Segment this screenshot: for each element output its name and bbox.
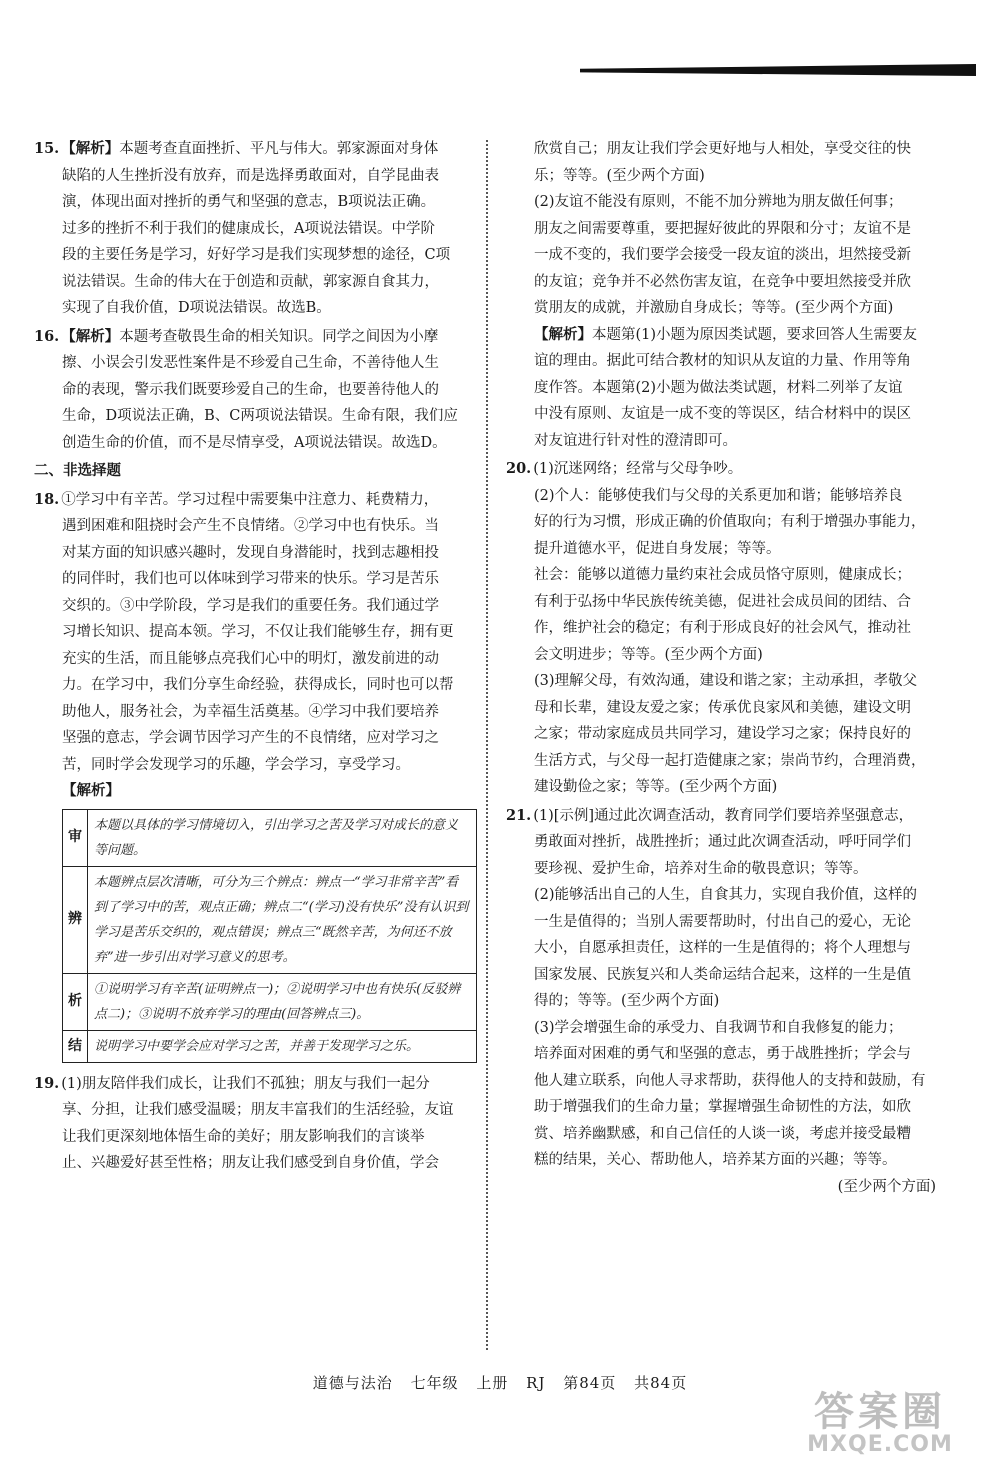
answer-line: 止、兴趣爱好甚至性格；朋友让我们感受到自身价值，学会 <box>62 1155 439 1171</box>
answer-line: 谊的理由。据此可结合教材的知识从友谊的力量、作用等角 <box>534 353 911 369</box>
question-number: 18. <box>34 490 60 508</box>
answer-line: 母和长辈，建设友爱之家；传承优良家风和美德，建设文明 <box>534 699 911 716</box>
answer-line: 欣赏自己；朋友让我们学会更好地与人相处，享受交往的快 <box>534 141 911 157</box>
answer-line: 他人建立联系，向他人寻求帮助，获得他人的支持和鼓励，有 <box>534 1072 926 1089</box>
answer-line: 的同伴时，我们也可以体味到学习带来的快乐。学习是苦乐 <box>62 571 439 587</box>
answer-line: 助他人，服务社会，为幸福生活奠基。④学习中我们要培养 <box>62 703 439 720</box>
answer-line: 好的行为习惯，形成正确的价值取向；有利于增强办事能力， <box>534 514 926 530</box>
answer-line: 助于增强我们的生命力量；掌握增强生命韧性的方法，如欣 <box>534 1099 911 1115</box>
answer-line: 一成不变的，我们要学会接受一段友谊的淡出，坦然接受新 <box>534 247 911 263</box>
answer-line: 一生是值得的；当别人需要帮助时，付出自己的爱心，无论 <box>534 913 911 930</box>
table-row-text: 本题以具体的学习情境切入，引出学习之苦及学习对成长的意义等问题。 <box>88 809 477 866</box>
answer-15 <box>34 136 479 322</box>
table-row <box>63 1030 477 1062</box>
answer-line: 建设勤俭之家；等等。(至少两个方面) <box>534 779 778 795</box>
answer-line: 享、分担，让我们感受温暖；朋友丰富我们的生活经验，友谊 <box>62 1102 454 1118</box>
answer-line: 勇敢面对挫折，战胜挫折；通过此次调查活动，呼吁同学们 <box>534 834 911 850</box>
table-row <box>63 973 477 1030</box>
table-row-text: 说明学习中要学会应对学习之苦，并善于发现学习之乐。 <box>88 1030 477 1062</box>
answer-21 <box>506 803 946 1201</box>
watermark-title: 答案圈 <box>814 1389 946 1435</box>
answer-line: 命的表现，警示我们既要珍爱自己的生命，也要善待他人的 <box>62 381 439 398</box>
table-row-label: 结 <box>63 1030 88 1062</box>
answer-line: 对友谊进行针对性的澄清即可。 <box>534 432 737 449</box>
table-row-label: 辨 <box>63 866 88 973</box>
question-number: 19. <box>34 1074 60 1092</box>
answer-18 <box>34 487 479 1063</box>
answer-line: 得的；等等。(至少两个方面) <box>534 993 720 1009</box>
footer-edition: RJ <box>526 1374 546 1392</box>
footer-subject: 道德与法治 <box>312 1374 393 1392</box>
column-divider <box>486 140 488 1350</box>
table-row <box>63 866 477 973</box>
answer-line: (2)个人：能够使我们与父母的关系更加和谐；能够培养良 <box>534 487 903 504</box>
answer-line: 糕的结果，关心、帮助他人，培养某方面的兴趣；等等。 <box>534 1152 897 1168</box>
answer-line: 段的主要任务是学习，好好学习是我们实现梦想的途径，C项 <box>62 247 451 263</box>
answer-line: 度作答。本题第(2)小题为做法类试题，材料二列举了友谊 <box>534 379 903 396</box>
answer-line: 苦，同时学会发现学习的乐趣，学会学习，享受学习。 <box>62 756 410 773</box>
answer-line: 遇到困难和阻挠时会产生不良情绪。②学习中也有快乐。当 <box>62 518 439 534</box>
analysis-tag: 【解析】 <box>61 327 120 345</box>
footer-page-number: 第84页 <box>563 1374 617 1392</box>
answer-line: 赏、培养幽默感，和自己信任的人谈一谈，考虑并接受最糟 <box>534 1125 911 1142</box>
answer-line: 实现了自我价值，D项说法错误。故选B。 <box>62 300 331 316</box>
answer-line: 本题考查敬畏生命的相关知识。同学之间因为小摩 <box>119 328 439 345</box>
footer-grade: 七年级 <box>410 1374 459 1392</box>
right-column <box>506 136 946 1200</box>
answer-line: 生命，D项说法正确，B、C两项说法错误。生命有限，我们应 <box>62 408 458 424</box>
answer-line: 中没有原则、友谊是一成不变的等误区，结合材料中的误区 <box>534 406 911 422</box>
table-row <box>63 809 477 866</box>
answer-line: 赏朋友的成就，并激励自身成长；等等。(至少两个方面) <box>534 300 894 316</box>
watermark-url: MXQE.COM <box>807 1432 953 1457</box>
answer-line: 要珍视、爱护生命，培养对生命的敬畏意识；等等。 <box>534 860 868 877</box>
question-number: 16. <box>34 327 60 345</box>
answer-line: 缺陷的人生挫折没有放弃，而是选择勇敢面对，自学昆曲表 <box>62 167 439 184</box>
answer-line: (1)[示例]通过此次调查活动，教育同学们要培养坚强意志， <box>533 807 914 824</box>
answer-line: 充实的生活，而且能够点亮我们心中的明灯，激发前进的动 <box>62 650 439 667</box>
answer-16 <box>34 324 479 457</box>
answer-line: 说法错误。生命的伟大在于创造和贡献，郭家源自食其力， <box>62 273 439 290</box>
answer-line: 擦、小误会引发恶性案件是不珍爱自己生命，不善待他人生 <box>62 355 439 371</box>
answer-line: 力。在学习中，我们分享生命经验，获得成长，同时也可以帮 <box>62 677 454 693</box>
answer-line: 朋友之间需要尊重，要把握好彼此的界限和分寸；友谊不是 <box>534 220 911 237</box>
answer-line: 本题考查直面挫折、平凡与伟大。郭家源面对身体 <box>119 141 439 157</box>
answer-line: 创造生命的价值，而不是尽情享受，A项说法错误。故选D。 <box>62 434 447 451</box>
answer-line: (1)朋友陪伴我们成长，让我们不孤独；朋友与我们一起分 <box>61 1075 430 1092</box>
table-row-label: 析 <box>63 973 88 1030</box>
answer-line: (1)沉迷网络；经常与父母争吵。 <box>533 461 743 477</box>
answer-line: 国家发展、民族复兴和人类命运结合起来，这样的一生是值 <box>534 966 911 983</box>
answer-line: 对某方面的知识感兴趣时，发现自身潜能时，找到志趣相投 <box>62 544 439 561</box>
analysis-tag: 【解析】 <box>61 140 120 157</box>
answer-line: 会文明进步；等等。(至少两个方面) <box>534 646 763 663</box>
section-heading: 二、非选择题 <box>34 462 121 479</box>
analysis-tag: 【解析】 <box>534 325 592 343</box>
analysis-tag: 【解析】 <box>62 782 120 799</box>
answer-line: (3)理解父母，有效沟通，建设和谐之家；主动承担，孝敬父 <box>534 673 918 689</box>
answer-line: 本题第(1)小题为原因类试题，要求回答人生需要友 <box>592 326 918 343</box>
answer-line: (3)学会增强生命的承受力、自我调节和自我修复的能力； <box>534 1019 903 1036</box>
answer-line: 让我们更深刻地体悟生命的美好；朋友影响我们的言谈举 <box>62 1128 425 1145</box>
answer-line: 交织的。③中学阶段，学习是我们的重要任务。我们通过学 <box>62 597 439 614</box>
answer-line: 的友谊；竞争并不必然伤害友谊，在竞争中要坦然接受并欣 <box>534 273 911 290</box>
answer-line: 社会：能够以道德力量约束社会成员恪守原则，健康成长； <box>534 567 911 583</box>
answer-line: (2)能够活出自己的人生，自食其力，实现自我价值，这样的 <box>534 887 918 903</box>
table-row-text: ①说明学习有辛苦(证明辨点一)；②说明学习中也有快乐(反驳辨点二)；③说明不放弃学习的理由(回答辨点三)。 <box>88 973 477 1030</box>
answer-line: 生活方式，与父母一起打造健康之家；崇尚节约，合理消费， <box>534 752 926 769</box>
table-row-label: 审 <box>63 809 88 866</box>
header-decor-bar <box>580 64 976 76</box>
answer-line: ①学习中有辛苦。学习过程中需要集中注意力、耗费精力， <box>61 491 439 508</box>
answer-19-continued <box>506 136 946 454</box>
watermark-logo <box>780 1380 980 1465</box>
question-number: 21. <box>506 806 532 824</box>
left-column <box>34 136 479 1177</box>
answer-line: 过多的挫折不利于我们的健康成长，A项说法错误。中学阶 <box>62 220 435 237</box>
answer-line: 演，体现出面对挫折的勇气和坚强的意志，B项说法正确。 <box>62 194 436 210</box>
answer-line: 乐；等等。(至少两个方面) <box>534 167 705 184</box>
table-row-text: 本题辨点层次清晰，可分为三个辨点：辨点一“学习非常辛苦”看到了学习中的苦，观点正确；辨点二“(学习)没有快乐”没有认识到学习是苦乐交织的，观点错误；辨点三“既然辛苦，为何还不放弃”进一步引出对学习意义的思考。 <box>88 866 477 973</box>
answer-line: 提升道德水平，促进自身发展；等等。 <box>534 540 781 557</box>
analysis-table <box>62 809 477 1063</box>
answer-line: 作，维护社会的稳定；有利于形成良好的社会风气，推动社 <box>534 620 911 636</box>
answer-line: 有利于弘扬中华民族传统美德，促进社会成员间的团结、合 <box>534 593 911 610</box>
answer-19 <box>34 1071 479 1177</box>
answer-line: 习增长知识、提高本领。学习，不仅让我们能够生存，拥有更 <box>62 624 454 640</box>
footer-volume: 上册 <box>476 1374 509 1392</box>
answer-line: 坚强的意志，学会调节因学习产生的不良情绪，应对学习之 <box>62 730 439 746</box>
answer-line: (2)友谊不能没有原则，不能不加分辨地为朋友做任何事； <box>534 194 903 210</box>
footer-total-pages: 共84页 <box>634 1374 688 1392</box>
question-number: 20. <box>506 460 532 477</box>
answer-note: (至少两个方面) <box>837 1178 936 1195</box>
question-number: 15. <box>34 140 60 157</box>
answer-line: 之家；带动家庭成员共同学习，建设学习之家；保持良好的 <box>534 726 911 742</box>
answer-line: 大小，自愿承担责任，这样的一生是值得的；将个人理想与 <box>534 940 911 956</box>
answer-line: 培养面对困难的勇气和坚强的意志，勇于战胜挫折；学会与 <box>534 1046 911 1062</box>
answer-20 <box>506 456 946 801</box>
